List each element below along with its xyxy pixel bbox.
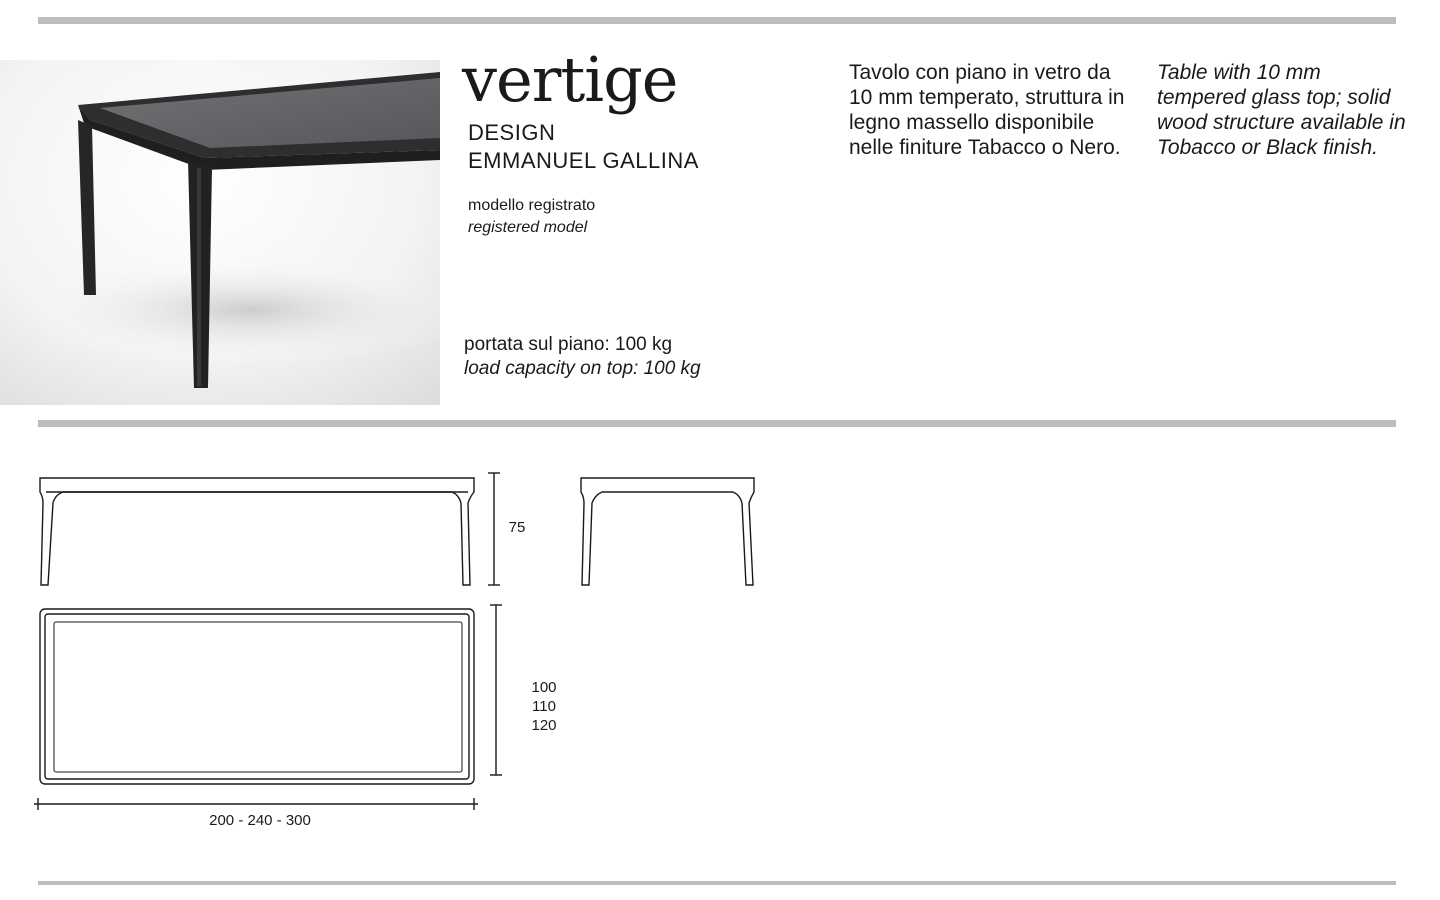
load-it: portata sul piano: 100 kg [464, 334, 673, 355]
height-label: 75 [508, 519, 526, 536]
depth-labels [524, 678, 564, 735]
depth-dimension-line [490, 605, 502, 775]
registered-en: registered model [468, 219, 588, 236]
registered-model [468, 195, 595, 239]
front-elevation [40, 478, 474, 585]
plan-view [40, 609, 474, 784]
side-elevation [581, 478, 754, 585]
bottom-divider [38, 881, 1396, 885]
depth-value-2: 110 [532, 698, 556, 715]
length-label: 200 - 240 - 300 [209, 812, 311, 829]
depth-value-1: 100 [531, 679, 557, 696]
depth-value-3: 120 [531, 717, 557, 734]
middle-divider [38, 420, 1396, 427]
designer-name: EMMANUEL GALLINA [468, 148, 699, 173]
length-dimension-line [34, 798, 478, 810]
registered-it: modello registrato [468, 197, 596, 214]
description-italian: Tavolo con piano in vetro da 10 mm temperato, struttura in legno massello disponibile nelle finiture Tabacco o Nero. [849, 61, 1125, 159]
technical-drawing [0, 440, 800, 860]
load-capacity [464, 333, 701, 381]
product-name: vertige [462, 43, 678, 116]
top-divider [38, 17, 1396, 24]
height-dimension-line [488, 473, 500, 585]
designer-credit [468, 119, 699, 175]
table-photo [0, 60, 440, 405]
design-label: DESIGN [468, 120, 556, 145]
load-en: load capacity on top: 100 kg [464, 358, 701, 379]
description-english: Table with 10 mm tempered glass top; solid wood structure available in Tobacco or Black finish. [1157, 61, 1406, 159]
